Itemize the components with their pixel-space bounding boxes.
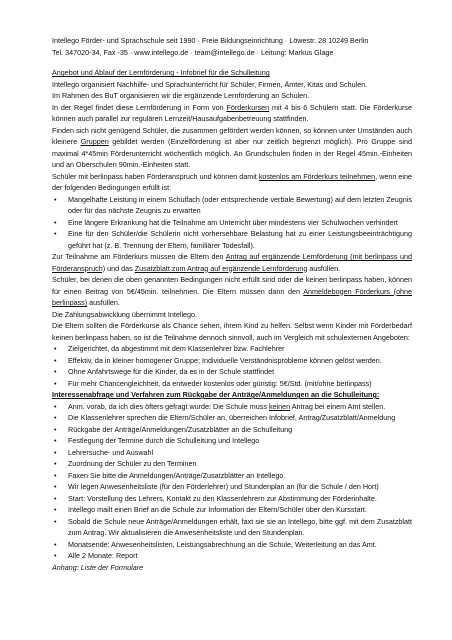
eltern-paragraph: Die Eltern sollten die Förderkurse als Chance sehen, ihrem Kind zu helfen. Selbst wenn Kinder mit Förderbedarf keinen berlinpass haben, so ist die Teilnahme dennoch sinnvoll, auch im Vergleich mit schulexternen Angeboten: [52, 321, 412, 342]
foerderkurs-paragraph: In der Regel findet diese Lernförderung in Form von Förderkursen mit 4 bis 6 Schülern statt. Die Förderkurse können auch parallel zur regulären Lernzeit/Hausaufgabenbetreuung stattfinden. [52, 102, 412, 123]
list-item: • Eine für den Schüler/die Schülerin nicht vorhersehbare Belastung hat zu einer Leistungsbeeinträchtigung geführt hat (z. B. Trennung der Eltern, familiärer Todesfall). [52, 228, 412, 251]
list-item: • Rückgabe der Anträge/Anmeldungen/Zusatzblätter an die Schulleitung [52, 424, 412, 436]
list-item: • Eine längere Erkrankung hat die Teilnahme am Unterricht über mindestens vier Schulwochen verhindert [52, 217, 412, 229]
conditions-list [52, 194, 412, 252]
intro-paragraph: Intellego organisiert Nachhilfe- und Sprachunterricht für Schüler, Firmen, Ämter, Kitas und Schulen. [52, 79, 368, 89]
header-line-1: Intellego Förder- und Sprachschule seit 1990 · Freie Bildungseinrichtung · Löwestr. 28 10249 Berlin [52, 36, 369, 45]
ohne-berlinpass-paragraph: Schüler, bei denen die oben genannten Bedingungen nicht erfüllt sind oder die keinen berlinpass haben, können für einen Beitrag von 5€/45min. teilnehmen. Die Eltern müssen dann den Anmeldebogen Förderkurs (ohne berlinpass) ausfüllen. [52, 275, 413, 307]
list-item: • Anm. vorab, da ich dies öfters gefragt wurde: Die Schule muss keinen Antrag bei einem Amt stellen. [52, 401, 412, 413]
list-item: • Start: Vorstellung des Lehrers, Kontakt zu den Klassenlehrern zur Abstimmung der Förderinhalte. [52, 493, 412, 505]
list-item: • Ohne Anfahrtswege für die Kinder, da es in der Schule stattfindet [52, 366, 412, 378]
document-page [52, 35, 412, 573]
list-item: • Effektiv, da in kleiner homogener Gruppe; Individuelle Verständnisprobleme können gelöst werden. [52, 355, 412, 367]
list-item: • Zuordnung der Schüler zu den Terminen [52, 458, 412, 470]
benefits-list [52, 343, 412, 389]
antrag-paragraph: Zur Teilnahme am Förderkurs müssen die Eltern den Antrag auf ergänzende Lernförderung (mit berlinpass und Förderanspruch) und das Zusatzblatt zum Antrag auf ergänzende Lernförderung ausfüllen. [52, 252, 413, 273]
gruppen-paragraph: Finden sich nicht genügend Schüler, die zusammen gefördert werden können, so können unter Umständen auch kleinere Gruppen gebildet werden (Einzelförderung ist aber nur zeitlich begrenzt möglich). Pro Gruppe sind maximal 4*45min Förderunterricht wöchentlich möglich. An Grundschulen finden in der Regel 45min.-Einheiten und an Oberschulen 90min.-Einheiten statt. [52, 125, 413, 169]
list-item: • Mangelhafte Leistung in einem Schulfach (oder entsprechende verbale Bewertung) auf dem letzten Zeugnis oder für das nächste Zeugnis zu erwarten [52, 194, 412, 217]
section2-title: Interessenabfrage und Verfahren zum Rückgabe der Anträge/Anmeldungen an die Schulleitung: [52, 390, 380, 399]
procedure-list [52, 401, 412, 562]
berlinpass-paragraph: Schüler mit berlinpass haben Förderanspruch und können damit kostenlos am Förderkurs teilnehmen, wenn eine der folgenden Bedingungen erfüllt ist: [52, 171, 413, 192]
list-item: • Zielgerichtet, da abgestimmt mit dem Klassenlehrer bzw. Fachlehrer [52, 343, 412, 355]
list-item: • Festlegung der Termine durch die Schulleitung und Intellego [52, 435, 412, 447]
list-item: • Intellego mailt einen Brief an die Schule zur Information der Eltern/Schüler über den Kursstart. [52, 504, 412, 516]
list-item: • Alle 2 Monate: Report [52, 550, 412, 562]
list-item: • Für mehr Chancengleichheit, da entweder kostenlos oder günstig: 5€/Std. (mit/ohne berlinpass) [52, 378, 412, 390]
list-item: • Monatsende: Anwesenheitslisten, Leistungsabrechnung an die Schule, Weiterleitung an das Amt. [52, 539, 412, 551]
but-paragraph: Im Rahmen des BuT organisieren wir die ergänzende Lernförderung an Schulen. [52, 91, 310, 100]
list-item: • Die Klassenlehrer sprechen die Eltern/Schüler an, überreichen Infobrief, Antrag/Zusatzblatt/Anmeldung [52, 412, 412, 424]
attachment-note: Anhang: Liste der Formulare [52, 562, 144, 572]
list-item: • Faxen Sie bitte die Anmeldungen/Anträge/Zusatzblätter an Intellego. [52, 470, 412, 482]
header-line-2: Tel. 347020-34, Fax -35 · www.intellego.de · team@intellego.de · Leitung: Markus Glage [52, 47, 334, 57]
list-item: • Lehrersuche- und Auswahl [52, 447, 412, 459]
section1-title: Angebot und Ablauf der Lernförderung - Infobrief für die Schulleitung [52, 68, 270, 77]
list-item: • Wir legen Anwesenheitsliste (für den Förderlehrer) und Stundenplan an (für die Schule / den Hort) [52, 481, 412, 493]
zahlung-paragraph: Die Zahlungsabwicklung übernimmt Intellego. [52, 309, 198, 319]
list-item: • Sobald die Schule neue Anträge/Anmeldungen erhält, faxt sie sie an Intellego, bitte ggf. mit dem Zusatzblatt zum Antrag. Wir aktualisieren die Anwesenheitsliste und den Stundenplan. [52, 516, 412, 539]
